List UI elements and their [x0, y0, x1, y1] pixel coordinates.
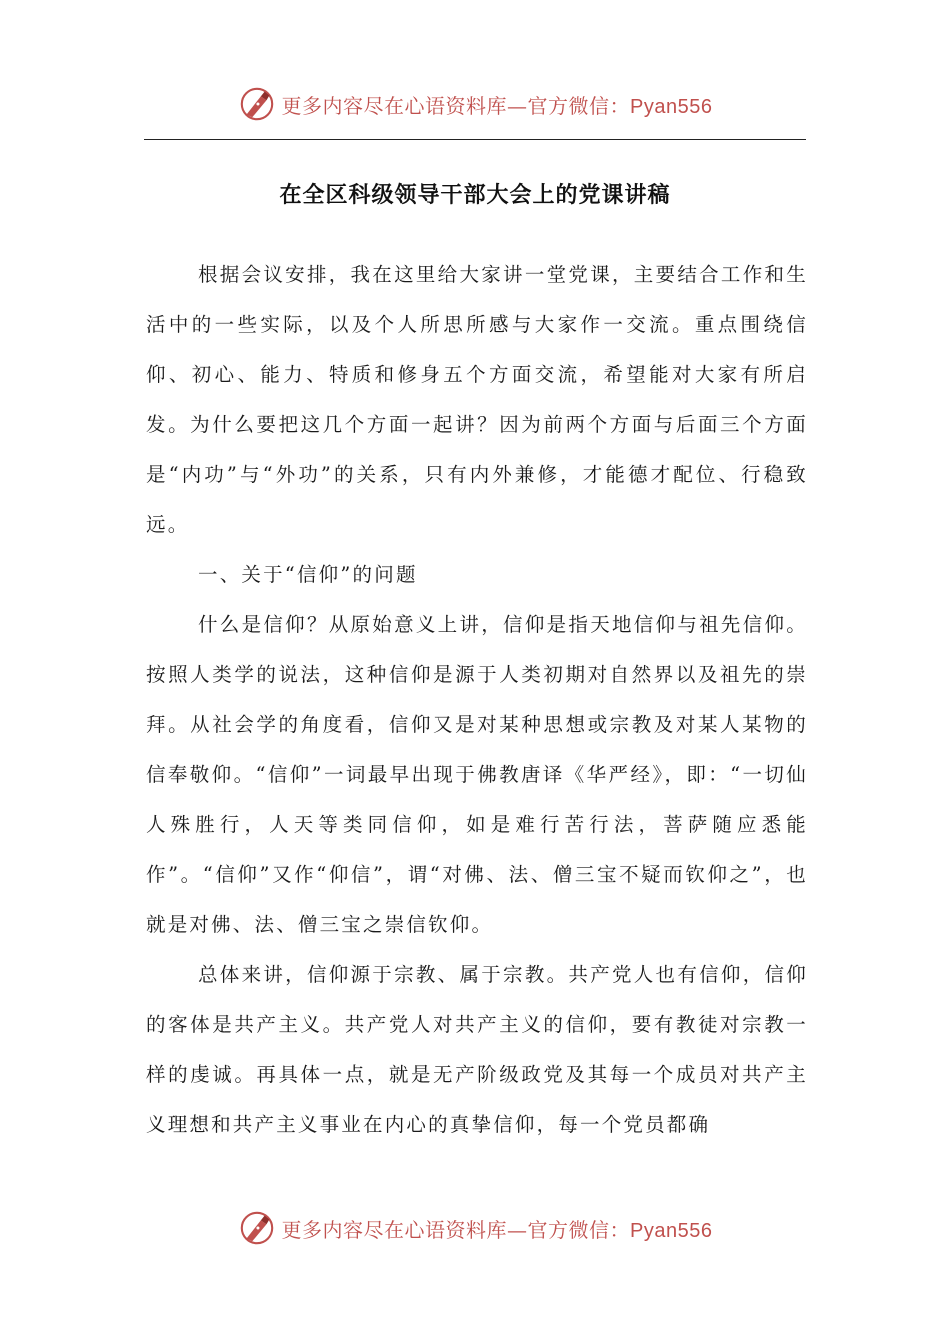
banner-separator: —	[507, 93, 528, 118]
paragraph-definition: 什么是信仰？从原始意义上讲，信仰是指天地信仰与祖先信仰。按照人类学的说法，这种信仰是源于人类初期对自然界以及祖先的崇拜。从社会学的角度看，信仰又是对某种思想或宗教及对某人某物的信奉敬仰。“信仰”一词最早出现于佛教唐译《华严经》，即：“一切仙人殊胜行，人天等类同信仰，如是难行苦行法，菩萨随应悉能作”。“信仰”又作“仰信”，谓“对佛、法、僧三宝不疑而钦仰之”，也就是对佛、法、僧三宝之崇信钦仰。	[146, 613, 808, 936]
banner-handle: Pyan556	[630, 95, 713, 118]
banner-label: 更多内容尽在心语资料库	[281, 1217, 508, 1242]
document-body	[146, 250, 808, 1150]
paragraph-summary: 总体来讲，信仰源于宗教、属于宗教。共产党人也有信仰，信仰的客体是共产主义。共产党人对共产主义的信仰，要有教徒对宗教一样的虔诚。再具体一点，就是无产阶级政党及其每一个成员对共产主义理想和共产主义事业在内心的真挚信仰，每一个党员都确	[146, 963, 808, 1136]
section-heading-1: 一、关于“信仰”的问题	[198, 563, 418, 586]
document-title: 在全区科级领导干部大会上的党课讲稿	[279, 183, 671, 208]
paragraph-intro: 根据会议安排，我在这里给大家讲一堂党课，主要结合工作和生活中的一些实际，以及个人所思所感与大家作一交流。重点围绕信仰、初心、能力、特质和修身五个方面交流，希望能对大家有所启发。为什么要把这几个方面一起讲？因为前两个方面与后面三个方面是“内功”与“外功”的关系，只有内外兼修，才能德才配位、行稳致远。	[146, 263, 808, 536]
header-banner-text	[282, 90, 713, 119]
footer-banner	[0, 1208, 950, 1248]
header-divider	[144, 139, 806, 140]
footer-banner-text	[282, 1214, 713, 1243]
pen-nib-circle-icon	[238, 1209, 276, 1247]
banner-separator: —	[507, 1217, 528, 1242]
banner-handle: Pyan556	[630, 1219, 713, 1242]
banner-label: 更多内容尽在心语资料库	[281, 93, 508, 118]
header-banner	[0, 84, 950, 124]
banner-suffix: 官方微信：	[527, 1217, 631, 1242]
pen-nib-circle-icon	[238, 85, 276, 123]
banner-suffix: 官方微信：	[527, 93, 631, 118]
